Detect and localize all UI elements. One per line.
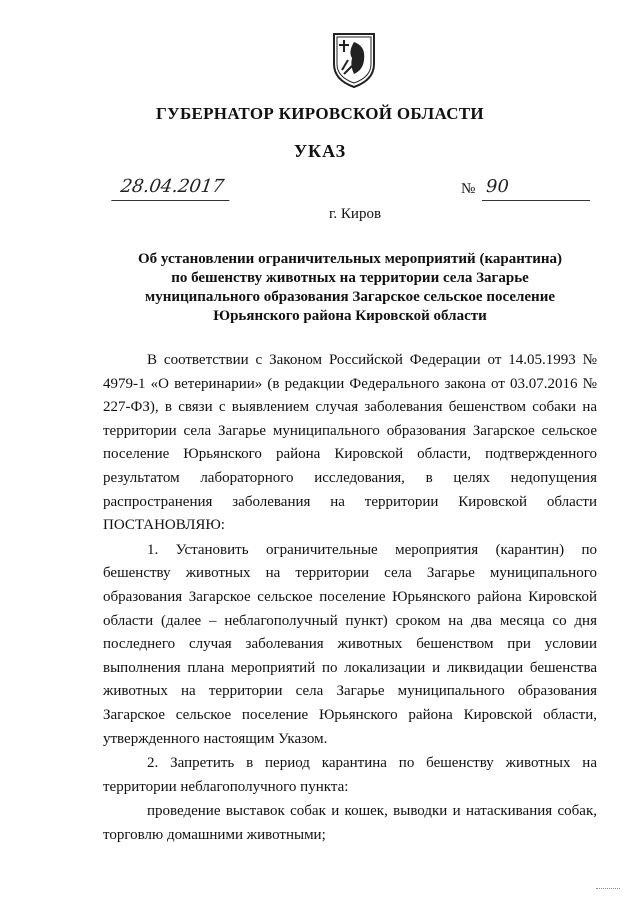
body-paragraph: 2. Запретить в период карантина по бешенству животных на территории неблагополучного пункта: xyxy=(103,755,597,795)
document-type: УКАЗ xyxy=(293,141,347,161)
title-line: по бешенству животных на территории села Загарье xyxy=(171,270,529,286)
body-paragraph: проведение выставок собак и кошек, выводки и натаскивания собак, торговлю домашними животными; xyxy=(103,803,597,843)
handwritten-date: 28.04.2017 xyxy=(111,176,233,201)
handwritten-number: 90 xyxy=(482,176,590,201)
page-footer-mark xyxy=(596,888,620,889)
body-paragraph: В соответствии с Законом Российской Федерации от 14.05.1993 № 4979-1 «О ветеринарии» (в редакции Федерального закона от 03.07.2016 № 227-ФЗ), в связи с выявлением случая заболевания бешенством собаки на территории села Загарье муниципального образования Загарское сельское поселение Юрьянского района Кировской области, подтвержденного результатом лабораторного исследования, в целях недопущения распространения заболевания на территории Кировской области ПОСТАНОВЛЯЮ: xyxy=(103,352,597,534)
title-line: Юрьянского района Кировской области xyxy=(213,308,487,324)
document-title xyxy=(110,250,590,326)
body-paragraph: 1. Установить ограничительные мероприятия (карантин) по бешенству животных на территории села Загарье муниципального образования Загарское сельское поселение Юрьянского района Кировской области (далее – неблагополучный пункт) сроком на два месяца со дня последнего случая заболевания животных бешенством при условии выполнения плана мероприятий по локализации и ликвидации бешенства животных на территории села Загарье муниципального образования Загарское сельское поселение Юрьянского района Кировской области, утвержденного настоящим Указом. xyxy=(103,541,597,747)
coat-of-arms-icon xyxy=(330,30,378,90)
number-label: № xyxy=(461,181,476,197)
issuing-authority: ГУБЕРНАТОР КИРОВСКОЙ ОБЛАСТИ xyxy=(156,104,484,123)
document-body xyxy=(103,349,597,847)
title-line: Об установлении ограничительных мероприятий (карантина) xyxy=(137,251,562,267)
city-name: г. Киров xyxy=(328,206,382,222)
title-line: муниципального образования Загарское сельское поселение xyxy=(145,289,555,305)
